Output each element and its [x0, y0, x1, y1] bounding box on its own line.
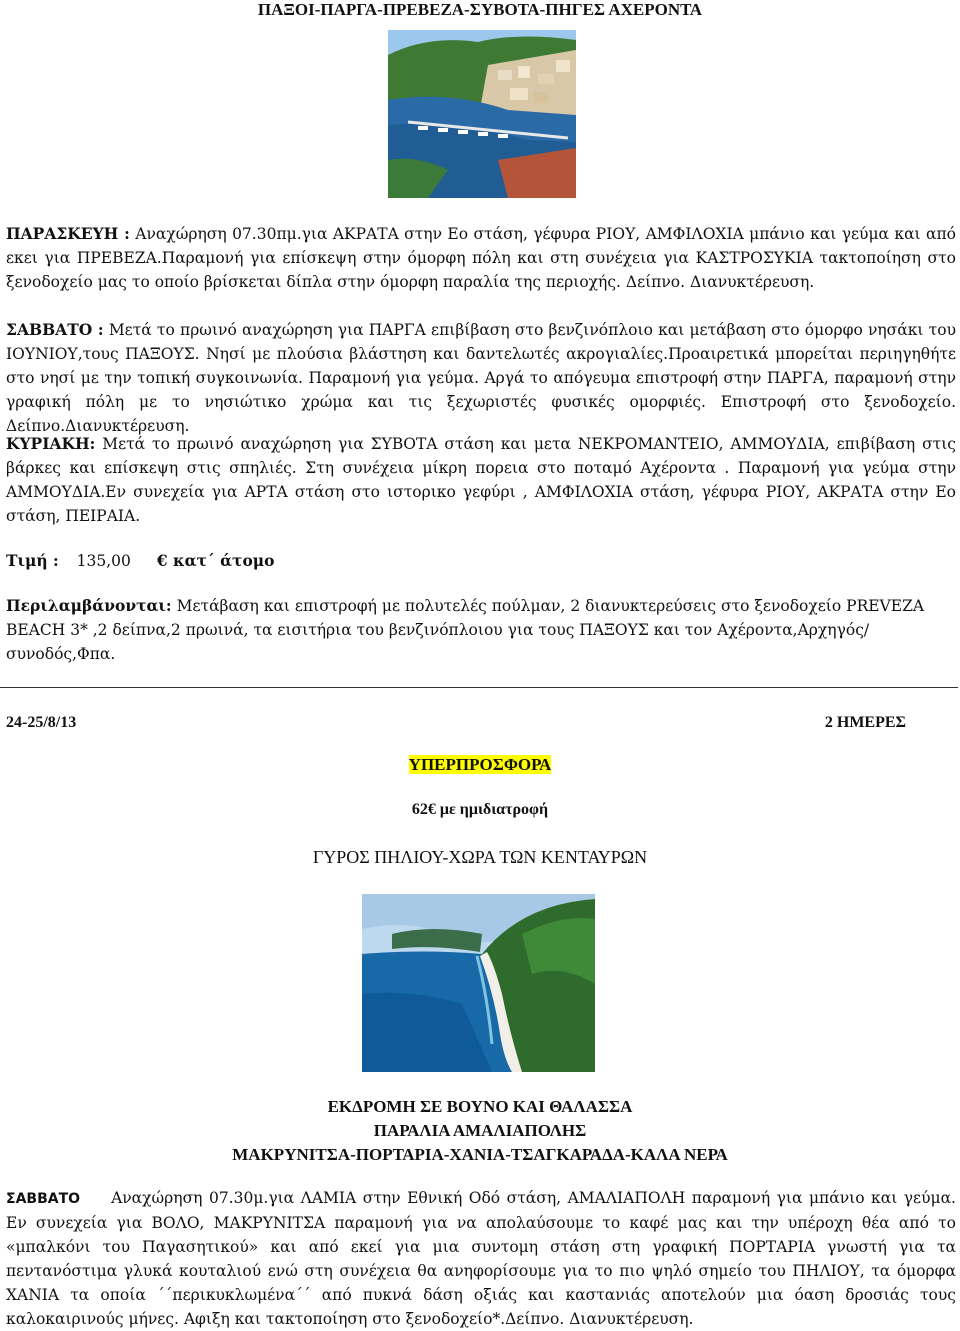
trip2-saturday-text: Αναχώρηση 07.30μ.για ΛΑΜΙΑ στην Εθνική Οδό στάση, ΑΜΑΛΙΑΠΟΛΗ παραμονή για μπάνιο και γεύμα. Εν συνεχεία για ΒΟΛΟ, ΜΑΚΡΥΝΙΤΣΑ παραμονή για να απολαύσουμε το καφέ μας και την υπέροχη θέα από το «μπαλκόνι του Παγασητικού» και από εκεί για μια συντομη στάση στη γραφική ΠΟΡΤΑΡΙΑ γνωστή για τα πεντανόστιμα γλυκά κουταλιού ενώ στη συνέχεια θα ανηφορίσουμε για το πιο ψηλό σημείο του ΠΗΛΙΟΥ, τα όμορφα ΧΑΝΙΑ τα οποία ΄΄περικυκλωμένα΄΄ από πυκνά δάση οξιάς και καστανιάς αποτελούν μια όαση δροσιάς τους καλοκαιρινούς μήνες. Αφιξη και τακτοποίηση στο ξενοδοχείο*.Δείπνο. Διανυκτέρευση. — [6, 1189, 956, 1328]
included-label: Περιλαμβάνονται: — [6, 596, 172, 615]
trip2-subtitle-3: ΜΑΚΡΥΝΙΤΣΑ-ΠΟΡΤΑΡΙΑ-ΧΑΝΙΑ-ΤΣΑΓΚΑΡΑΔΑ-ΚΑΛΑ ΝΕΡΑ — [232, 1145, 728, 1164]
included-text: Μετάβαση και επιστροφή με πολυτελές πούλμαν, 2 διανυκτερεύσεις στο ξενοδοχείο PREVEZA BEACH 3* ,2 δείπνα,2 πρωινά, τα εισιτήρια του βενζινόπλοιου για τους ΠΑΞΟΥΣ και τον Αχέροντα,Αρχηγός/συνοδός,Φπα. — [6, 597, 925, 663]
section-divider — [0, 687, 958, 688]
trip2-subtitle-1: ΕΚΔΡΟΜΗ ΣΕ ΒΟΥΝΟ ΚΑΙ ΘΑΛΑΣΣΑ — [327, 1097, 633, 1116]
saturday-label: ΣΑΒΒΑΤΟ : — [6, 320, 104, 339]
friday-label: ΠΑΡΑΣΚΕΥΗ : — [6, 224, 130, 243]
price-unit: € κατ΄ άτομο — [156, 551, 275, 570]
trip2-duration: 2 ΗΜΕΡΕΣ — [824, 714, 906, 731]
trip2-subtitle-2: ΠΑΡΑΛΙΑ ΑΜΑΛΙΑΠΟΛΗΣ — [373, 1121, 587, 1140]
offer-badge: ΥΠΕΡΠΡΟΣΦΟΡΑ — [408, 755, 552, 774]
saturday-text: Μετά το πρωινό αναχώρηση για ΠΑΡΓΑ επιβίβαση στο βενζινόπλοιο και μετάβαση στο όμορφο νησάκι του ΙΟΥΝΙΟΥ,τους ΠΑΞΟΥΣ. Νησί με πλούσια βλάστηση και δαντελωτές ακρογιαλίες.Προαιρετικά μπορείται περιηγηθήτε στο νησί με την τοπική συγκοινωνία. Παραμονή για γεύμα. Αργά το απόγευμα επιστροφή στην ΠΑΡΓΑ, παραμονή στην γραφική πόλη με το νησιώτικο χρώμα και τις ξεχωριστές φυσικές ομορφιές. Επιστροφή στο ξενοδοχείο. Δείπνο.Διανυκτέρευση. — [6, 321, 956, 435]
trip1-included-paragraph — [6, 594, 956, 666]
friday-text: Αναχώρηση 07.30πμ.για ΑΚΡΑΤΑ στην Εο στάση, γέφυρα ΡΙΟΥ, ΑΜΦΙΛΟΧΙΑ μπάνιο και γεύμα και από εκει για ΠΡΕΒΕΖΑ.Παραμονή για επίσκεψη στην όμορφη πόλη και στη συνέχεια για ΚΑΣΤΡΟΣΥΚΙΑ τακτοποίηση στο ξενοδοχείο μας το οποίο βρίσκεται δίπλα στην όμορφη παραλία της περιοχής. Δείπνο. Διανυκτέρευση. — [6, 225, 956, 291]
trip1-sunday-paragraph — [6, 432, 956, 528]
price-value: 135,00 — [76, 552, 131, 570]
trip1-title: ΠΑΞΟΙ-ΠΑΡΓΑ-ΠΡΕΒΕΖΑ-ΣΥΒΟΤΑ-ΠΗΓΕΣ ΑΧΕΡΟΝΤΑ — [257, 0, 703, 19]
trip1-price-line — [6, 549, 956, 573]
beach-bay-photo-svg — [362, 894, 595, 1072]
trip1-friday-paragraph — [6, 222, 956, 294]
sunday-label: ΚΥΡΙΑΚΗ: — [6, 434, 96, 453]
beach-bay-photo — [362, 894, 595, 1072]
offer-price: 62€ με ημιδιατροφή — [411, 801, 549, 818]
trip2-dates: 24-25/8/13 — [6, 714, 77, 731]
trip2-title: ΓΥΡΟΣ ΠΗΛΙΟΥ-ΧΩΡΑ ΤΩΝ ΚΕΝΤΑΥΡΩΝ — [312, 847, 648, 867]
price-label: Τιμή : — [6, 551, 59, 570]
offer-headline — [0, 755, 960, 775]
trip2-saturday-paragraph — [6, 1186, 956, 1331]
trip1-saturday-paragraph — [6, 318, 956, 438]
trip2-saturday-label: ΣΑΒΒΑΤΟ — [6, 1191, 81, 1207]
harbor-town-photo-svg — [388, 30, 576, 198]
harbor-town-photo — [388, 30, 576, 198]
sunday-text: Μετά το πρωινό αναχώρηση για ΣΥΒΟΤΑ στάση και μετα ΝΕΚΡΟΜΑΝΤΕΙΟ, ΑΜΜΟΥΔΙΑ, επιβίβαση στις βάρκες και επίσκεψη στις σπηλιές. Στη συνέχεια μίκρη πορεια στο ποταμό Αχέροντα . Παραμονή για γεύμα στην ΑΜΜΟΥΔΙΑ.Εν συνεχεία για ΑΡΤΑ στάση στο ιστορικο γεφύρι , ΑΜΦΙΛΟΧΙΑ στάση, γέφυρα ΡΙΟΥ, ΑΚΡΑΤΑ στην Εο στάση, ΠΕΙΡΑΙΑ. — [6, 435, 956, 525]
